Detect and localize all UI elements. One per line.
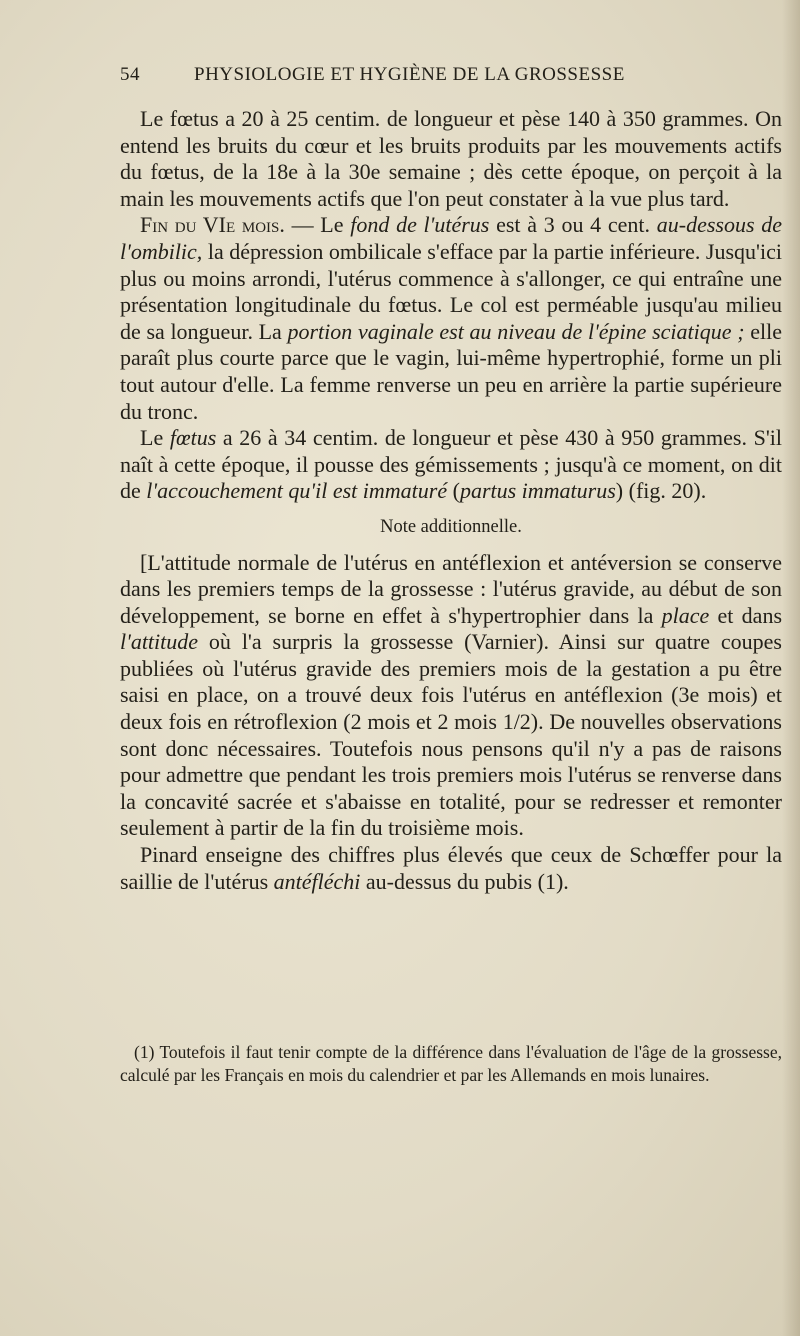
emphasis-portion-vaginale: portion vaginale est au niveau de l'épine sciatique ; xyxy=(287,318,745,344)
paragraph-pinard: Pinard enseigne des chiffres plus élevés que ceux de Schœffer pour la saillie de l'utérus antéfléchi au-dessus du pubis (1). xyxy=(120,842,782,894)
footnote-text: (1) Toutefois il faut tenir compte de la différence dans l'évaluation de l'âge de la grossesse, calculé par les Français en mois du calendrier et par les Allemands en mois lunaires. xyxy=(120,1042,782,1085)
body-text xyxy=(120,106,782,895)
paragraph-end-sixth-month: Fin du VIe mois. — Le fond de l'utérus est à 3 ou 4 cent. au-dessous de l'ombilic, la dépression ombilicale s'efface par la partie inférieure. Jusqu'ici plus ou moins arrondi, l'utérus commence à s'allonger, ce qui entraîne une présentation longitudinale du fœtus. Le col est perméable jusqu'au milieu de sa longueur. La portion vaginale est au niveau de l'épine sciatique ; elle paraît plus courte parce que le vagin, lui-même hypertrophié, forme un pli tout autour d'elle. La femme renverse un peu en arrière la partie supérieure du tronc. xyxy=(120,212,783,424)
running-title: PHYSIOLOGIE ET HYGIÈNE DE LA GROSSESSE xyxy=(194,64,625,85)
paragraph-fetus-26-34cm: Le fœtus a 26 à 34 centim. de longueur et pèse 430 à 950 grammes. S'il naît à cette époque, il pousse des gémissements ; jusqu'à ce moment, on dit de l'accouchement qu'il est immaturé (partus immaturus) (fig. 20). xyxy=(120,425,783,504)
section-heading-fin-vie-mois: Fin du VIe mois. xyxy=(140,212,285,238)
page-number: 54 xyxy=(120,64,140,85)
emphasis-ombilic: au-dessous de l'ombilic, xyxy=(120,212,783,264)
note-heading: Note additionnelle. xyxy=(380,516,522,537)
emphasis-fond-uterus: fond de l'utérus xyxy=(350,212,490,238)
page-edge-shadow xyxy=(782,0,800,1336)
footnote xyxy=(120,1041,782,1086)
paragraph-additional-note: [L'attitude normale de l'utérus en antéflexion et antéversion se conserve dans les premiers temps de la grossesse : l'utérus gravide, au début de son développement, se borne en effet à s'hypertrophier dans la place et dans l'attitude où l'a surpris la grossesse (Varnier). Ainsi sur quatre coupes publiées où l'utérus gravide des premiers mois de la gestation a pu être saisi en place, on a trouvé deux fois l'utérus en antéflexion (3e mois) et deux fois en rétroflexion (2 mois et 2 mois 1/2). De nouvelles observations sont donc nécessaires. Toutefois nous pensons qu'il n'y a pas de raisons pour admettre que pendant les trois premiers mois l'utérus se renverse dans la concavité sacrée et s'abaisse en totalité, pour se redresser et remonter seulement à partir de la fin du troisième mois. xyxy=(120,549,783,841)
running-header xyxy=(120,64,690,86)
paragraph-fetus-20-25cm: Le fœtus a 20 à 25 centim. de longueur et pèse 140 à 350 grammes. On entend les bruits du cœur et les bruits produits par les mouvements actifs du fœtus, de la 18e à la 30e semaine ; dès cette époque, on perçoit à la main les mouvements actifs que l'on peut constater à la vue plus tard. xyxy=(120,106,782,211)
